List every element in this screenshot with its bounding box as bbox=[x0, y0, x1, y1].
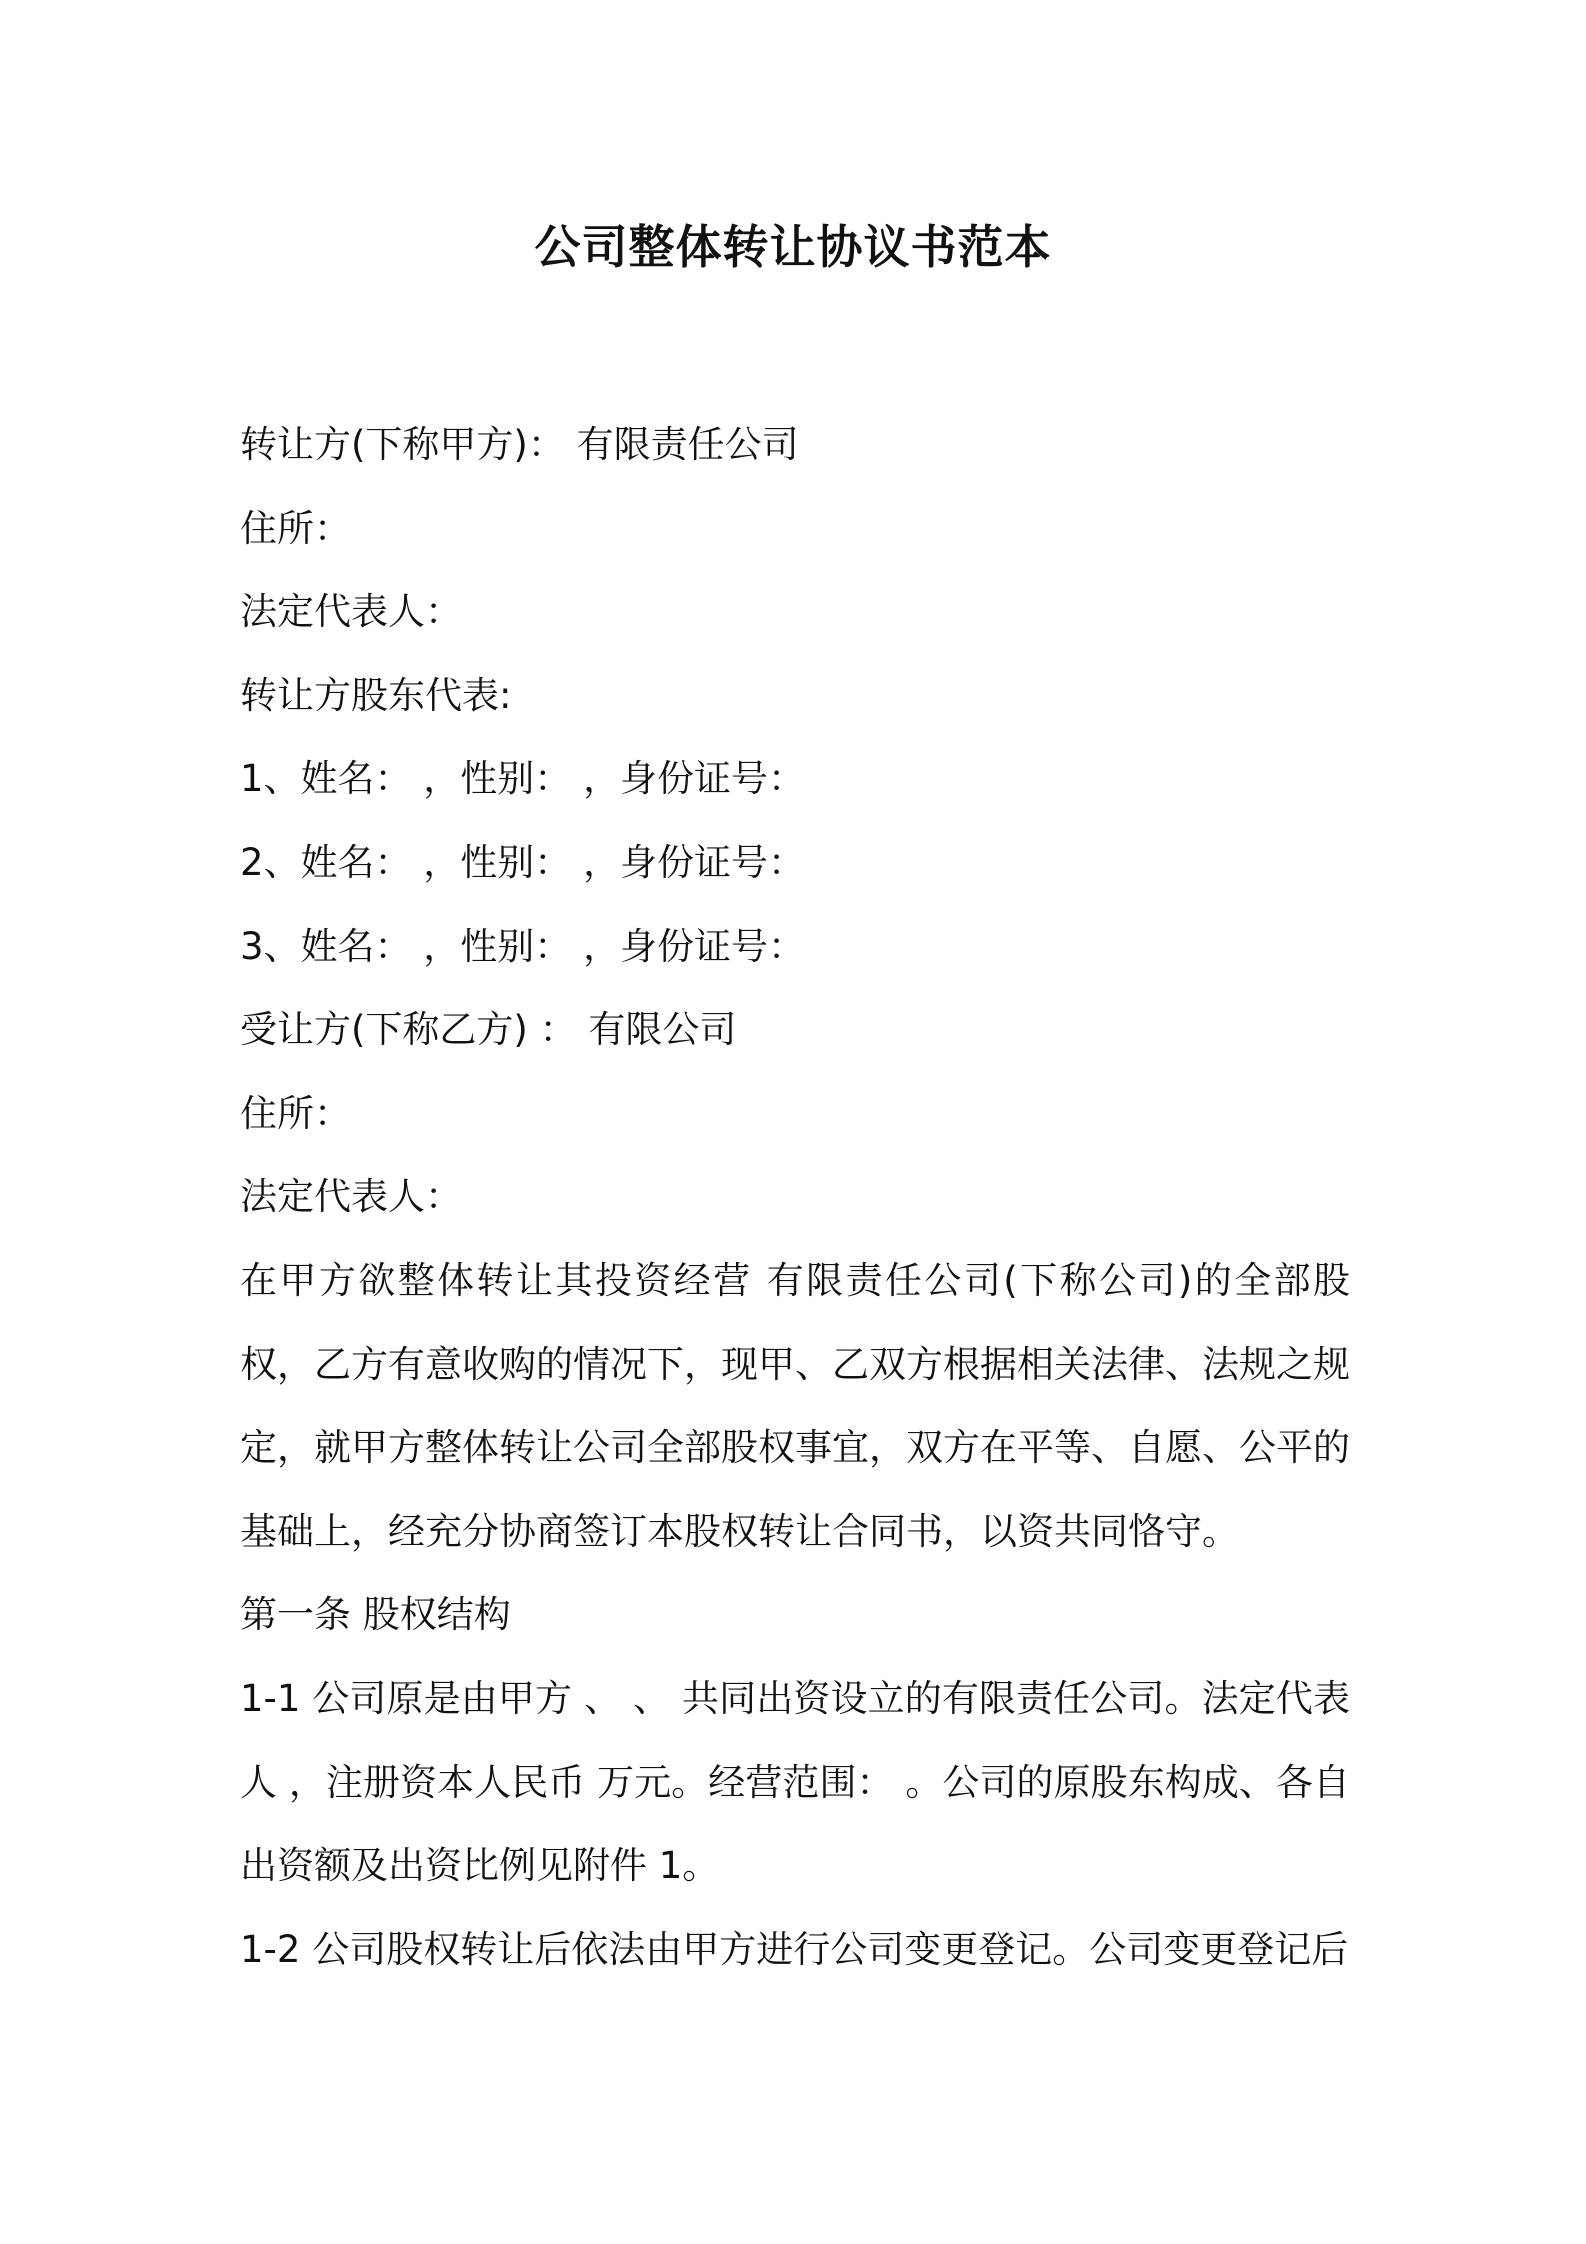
transferee-line: 受让方(下称乙方) ： 有限公司 bbox=[240, 1008, 737, 1052]
article-1-heading: 第一条 股权结构 bbox=[240, 1593, 511, 1637]
preamble-paragraph: 在甲方欲整体转让其投资经营 有限责任公司(下称公司)的全部股权，乙方有意收购的情况下，现甲、乙双方根据相关法律、法规之规定，就甲方整体转让公司全部股权事宜，双方在平等、自愿、公平的基础上，经充分协商签订本股权转让合同书，以资共同恪守。 bbox=[240, 1258, 1350, 1553]
shareholder-3-line: 3、姓名： ，性别： ，身份证号： bbox=[240, 924, 806, 968]
clause-1-1-paragraph: 1-1 公司原是由甲方 、 、 共同出资设立的有限责任公司。法定代表人 ，注册资本人民币 万元。经营范围： 。公司的原股东构成、各自出资额及出资比例见附件 1。 bbox=[240, 1676, 1350, 1888]
shareholder-1-line: 1、姓名： ，性别： ，身份证号： bbox=[240, 757, 806, 801]
transferee-address-line: 住所： bbox=[240, 1091, 351, 1135]
transferor-address-line: 住所： bbox=[240, 506, 351, 550]
transferor-line: 转让方(下称甲方)： 有限责任公司 bbox=[240, 423, 799, 466]
shareholder-2-line: 2、姓名： ，性别： ，身份证号： bbox=[240, 840, 806, 884]
transferee-legal-rep-line: 法定代表人： bbox=[240, 1175, 462, 1219]
clause-1-2-paragraph: 1-2 公司股权转让后依法由甲方进行公司变更登记。公司变更登记后 bbox=[240, 1927, 1349, 1971]
shareholder-rep-heading: 转让方股东代表: bbox=[240, 673, 512, 717]
transferor-legal-rep-line: 法定代表人： bbox=[240, 590, 462, 634]
document-title: 公司整体转让协议书范本 bbox=[534, 220, 1052, 274]
document-body bbox=[240, 403, 1350, 1991]
